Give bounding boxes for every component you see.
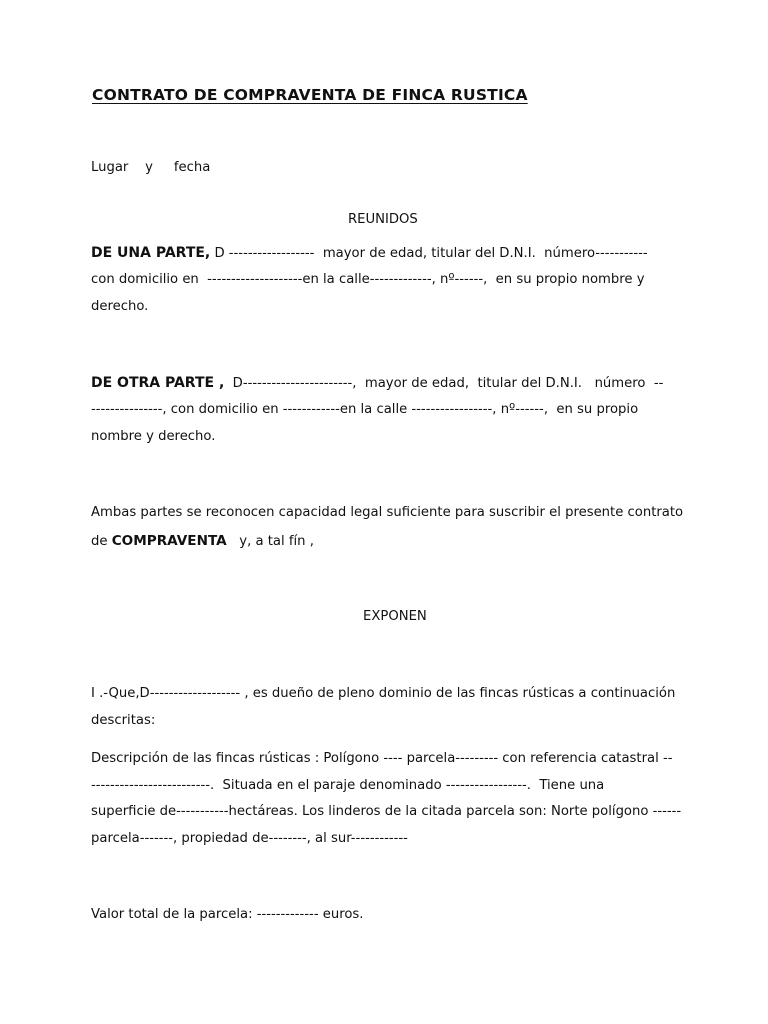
capacity-line2 — [91, 531, 314, 552]
exponen-heading: EXPONEN — [363, 609, 427, 624]
party1-line3: derecho. — [91, 299, 149, 314]
party1-label: DE UNA PARTE, — [91, 245, 211, 261]
description-line3: superficie de-----------hectáreas. Los linderos de la citada parcela son: Norte polígono ------ — [91, 804, 682, 819]
clause1-line2: descritas: — [91, 713, 156, 728]
description-line4: parcela-------, propiedad de--------, al sur------------ — [91, 831, 408, 846]
clause1-line1: I .-Que,D------------------- , es dueño de pleno dominio de las fincas rústicas a continuación — [91, 686, 676, 701]
description-line1: Descripción de las fincas rústicas : Polígono ---- parcela--------- con referencia catastral -- — [91, 751, 673, 766]
party2-line2: ---------------, con domicilio en ------------en la calle -----------------, nº------, en su propio — [91, 402, 639, 417]
total-value-line: Valor total de la parcela: ------------- euros. — [91, 907, 364, 922]
party1-line1 — [91, 243, 648, 264]
party2-line3: nombre y derecho. — [91, 429, 216, 444]
document-title: CONTRATO DE COMPRAVENTA DE FINCA RUSTICA — [92, 86, 528, 104]
party2-line1 — [91, 373, 663, 394]
party1-line1-text: D ------------------ mayor de edad, titular del D.N.I. número----------- — [210, 246, 648, 261]
compraventa-bold: COMPRAVENTA — [111, 533, 227, 549]
capacity-line1: Ambas partes se reconocen capacidad legal suficiente para suscribir el presente contrato — [91, 505, 684, 520]
party2-label: DE OTRA PARTE , — [91, 375, 225, 391]
reunidos-heading: REUNIDOS — [348, 212, 418, 227]
place-date-line: Lugar y fecha — [91, 160, 211, 175]
capacity-line2-prefix: de — [91, 534, 112, 549]
party2-line1-text: D-----------------------, mayor de edad, titular del D.N.I. número -- — [224, 376, 664, 391]
party1-line2: con domicilio en --------------------en la calle-------------, nº------, en su propio nombre y — [91, 272, 645, 287]
capacity-line2-suffix: y, a tal fín , — [226, 534, 314, 549]
description-line2: -------------------------. Situada en el paraje denominado -----------------. Tiene una — [91, 778, 605, 793]
